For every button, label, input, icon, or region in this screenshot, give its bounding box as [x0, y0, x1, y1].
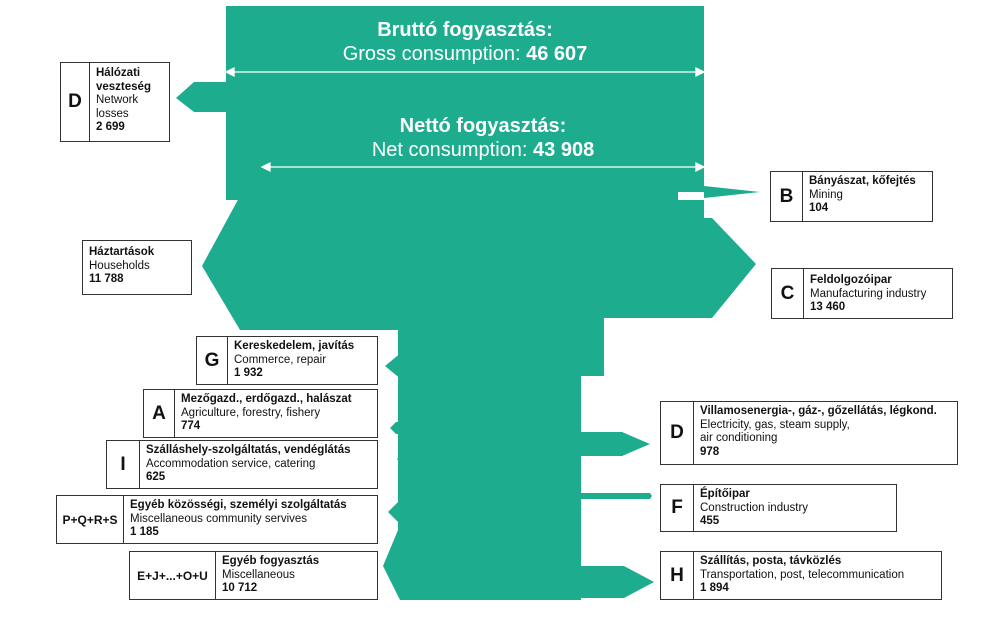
losses-hu-1: Hálózati [96, 67, 141, 79]
flow-households [202, 196, 432, 330]
community-hu: Egyéb közösségi, személyi szolgáltatás [130, 499, 347, 511]
flow-energy [581, 432, 650, 456]
box-letter: P+Q+R+S [57, 496, 124, 543]
box-transport [660, 551, 942, 600]
gross-consumption-header [226, 18, 704, 66]
manufacturing-hu: Feldolgozóipar [810, 274, 892, 286]
box-households [82, 240, 192, 295]
box-letter: E+J+...+O+U [130, 552, 216, 599]
energy-value: 978 [700, 445, 720, 458]
mining-hu: Bányászat, kőfejtés [809, 175, 916, 187]
agriculture-hu: Mezőgazd., erdőgazd., halászat [181, 393, 352, 405]
manufacturing-value: 13 460 [810, 301, 846, 313]
box-letter: F [661, 485, 694, 531]
community-en: Miscellaneous community servives [130, 512, 308, 525]
box-community [56, 495, 378, 544]
box-commerce [196, 336, 378, 385]
flow-commerce [385, 352, 470, 380]
losses-value: 2 699 [96, 121, 125, 133]
transport-hu: Szállítás, posta, távközlés [700, 555, 842, 567]
accommodation-en: Accommodation service, catering [146, 457, 316, 470]
mining-en: Mining [809, 188, 843, 201]
box-letter: D [61, 63, 90, 141]
box-letter: G [197, 337, 228, 384]
community-value: 1 185 [130, 526, 159, 538]
construction-hu: Építőipar [700, 488, 750, 500]
households-value: 11 788 [89, 273, 124, 285]
households-hu: Háztartások [89, 246, 155, 258]
losses-hu-2: veszteség [96, 80, 151, 93]
flow-construction [581, 493, 652, 499]
commerce-value: 1 932 [234, 367, 263, 379]
flow-network-losses [176, 82, 226, 112]
construction-en: Construction industry [700, 501, 809, 514]
box-miscellaneous [129, 551, 378, 600]
energy-en-1: Electricity, gas, steam supply, [700, 418, 850, 431]
box-letter: C [772, 269, 804, 318]
flow-accommodation [397, 454, 470, 464]
box-letter: H [661, 552, 694, 599]
losses-en-2: losses [96, 107, 129, 120]
losses-en-1: Network [96, 94, 139, 106]
net-label: Net consumption: [371, 139, 528, 161]
box-letter: D [661, 402, 694, 464]
commerce-en: Commerce, repair [234, 353, 327, 366]
flow-community [388, 502, 470, 522]
misc-en: Miscellaneous [222, 568, 295, 581]
transport-en: Transportation, post, telecommunication [700, 568, 905, 581]
transport-value: 1 894 [700, 582, 729, 594]
flow-mining [704, 186, 760, 198]
flow-transport [581, 566, 654, 598]
gross-value: 46 607 [526, 43, 588, 65]
box-letter: I [107, 441, 140, 488]
box-manufacturing [771, 268, 953, 319]
misc-value: 10 712 [222, 582, 258, 594]
box-network-losses [60, 62, 170, 142]
box-mining [770, 171, 933, 222]
box-letter: B [771, 172, 803, 221]
agriculture-value: 774 [181, 420, 201, 432]
agriculture-en: Agriculture, forestry, fishery [181, 406, 321, 419]
mining-value: 104 [809, 202, 829, 214]
box-accommodation [106, 440, 378, 489]
flow-agriculture [390, 422, 470, 434]
net-value: 43 908 [533, 139, 595, 161]
box-agriculture [143, 389, 378, 438]
gross-label: Gross consumption: [342, 43, 521, 65]
accommodation-value: 625 [146, 471, 166, 483]
energy-hu: Villamosenergia-, gáz-, gőzellátás, légkond. [700, 405, 937, 417]
net-title: Nettó fogyasztás: [399, 115, 567, 137]
net-consumption-header [262, 114, 704, 162]
commerce-hu: Kereskedelem, javítás [234, 340, 355, 352]
accommodation-hu: Szálláshely-szolgáltatás, vendéglátás [146, 444, 351, 456]
box-construction [660, 484, 897, 532]
misc-hu: Egyéb fogyasztás [222, 555, 320, 567]
box-energy [660, 401, 958, 465]
households-en: Households [89, 259, 150, 272]
box-letter: A [144, 390, 175, 437]
construction-value: 455 [700, 515, 720, 527]
energy-en-2: air conditioning [700, 432, 778, 444]
manufacturing-en: Manufacturing industry [810, 287, 927, 300]
gross-title: Bruttó fogyasztás: [377, 19, 553, 41]
